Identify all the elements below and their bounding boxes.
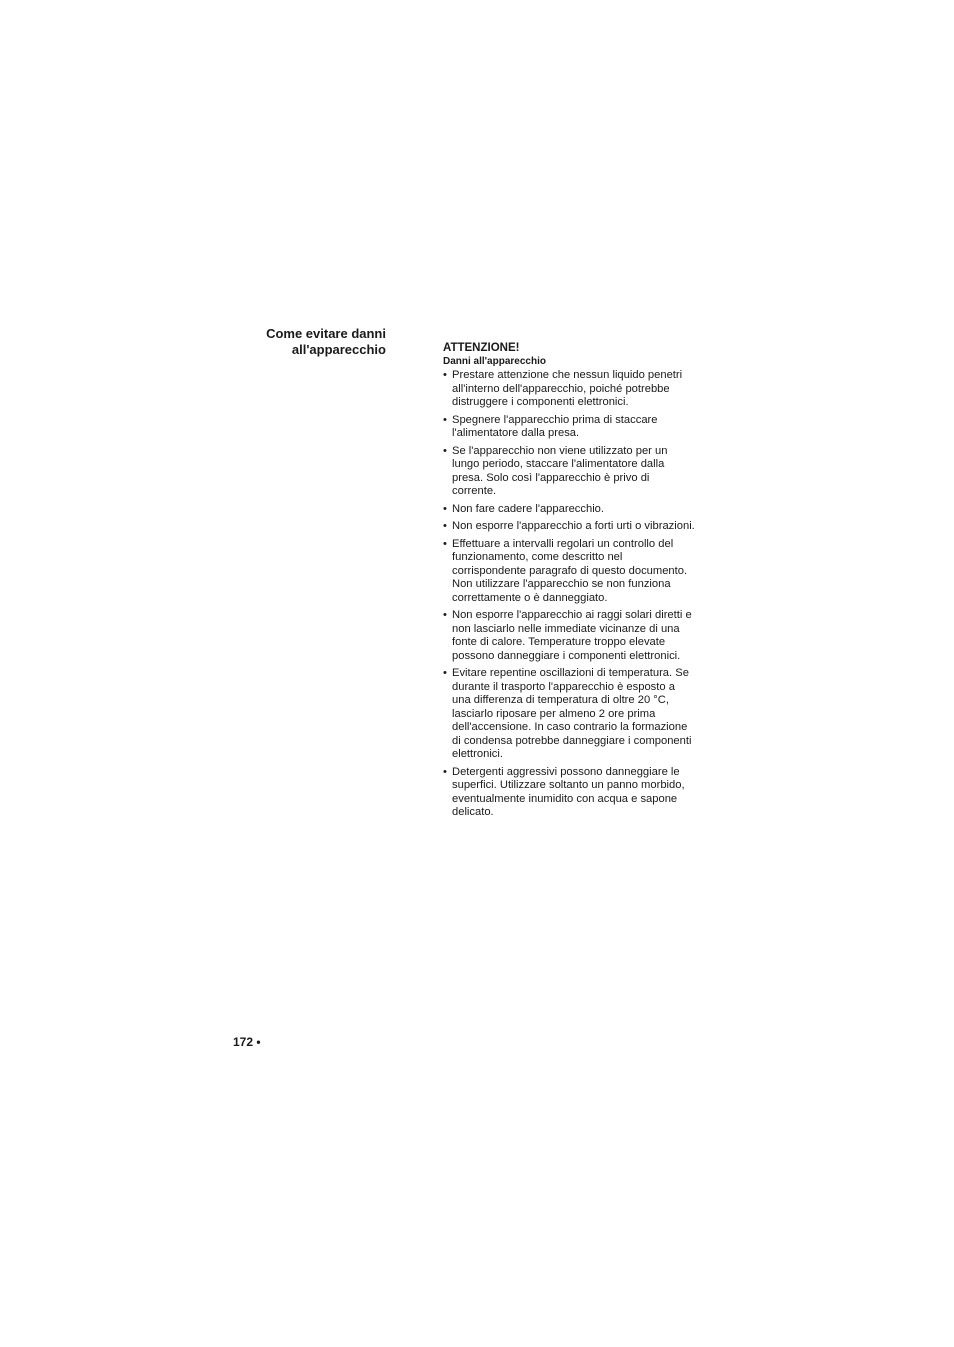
list-item: • Effettuare a intervalli regolari un controllo del funzionamento, come descritto nel corrispondente paragrafo di questo documento. Non utilizzare l'apparecchio se non funziona correttamente o è danneggiato. [443,538,695,606]
section-heading [200,326,386,358]
section-heading-line-1: Come evitare danni [266,326,386,341]
list-item: • Evitare repentine oscillazioni di temperatura. Se durante il trasporto l'apparecchio è esposto a una differenza di temperatura di oltre 20 °C, lasciarlo riposare per almeno 2 ore prima dell'accensione. In caso contrario la formazione di condensa potrebbe danneggiare i componenti elettronici. [443,667,695,762]
list-item: • Se l'apparecchio non viene utilizzato per un lungo periodo, staccare l'alimentatore dalla presa. Solo così l'apparecchio è privo di corrente. [443,445,695,499]
list-item: • Detergenti aggressivi possono danneggiare le superfici. Utilizzare soltanto un panno morbido, eventualmente inumidito con acqua e sapone delicato. [443,766,695,820]
warning-subtitle: Danni all'apparecchio [443,356,546,367]
list-item: • Non fare cadere l'apparecchio. [443,503,695,517]
list-item: • Prestare attenzione che nessun liquido penetri all'interno dell'apparecchio, poiché potrebbe distruggere i componenti elettronici. [443,369,695,410]
precautions-list [443,369,695,820]
page-number: 172 • [233,1035,261,1049]
warning-label: ATTENZIONE! [443,342,520,354]
list-item: • Spegnere l'apparecchio prima di staccare l'alimentatore dalla presa. [443,414,695,441]
list-item: • Non esporre l'apparecchio ai raggi solari diretti e non lasciarlo nelle immediate vicinanze di una fonte di calore. Temperature troppo elevate possono danneggiare i componenti elettronici. [443,609,695,663]
section-heading-line-2: all'apparecchio [291,342,386,357]
warning-content [443,341,695,824]
list-item: • Non esporre l'apparecchio a forti urti o vibrazioni. [443,520,695,534]
